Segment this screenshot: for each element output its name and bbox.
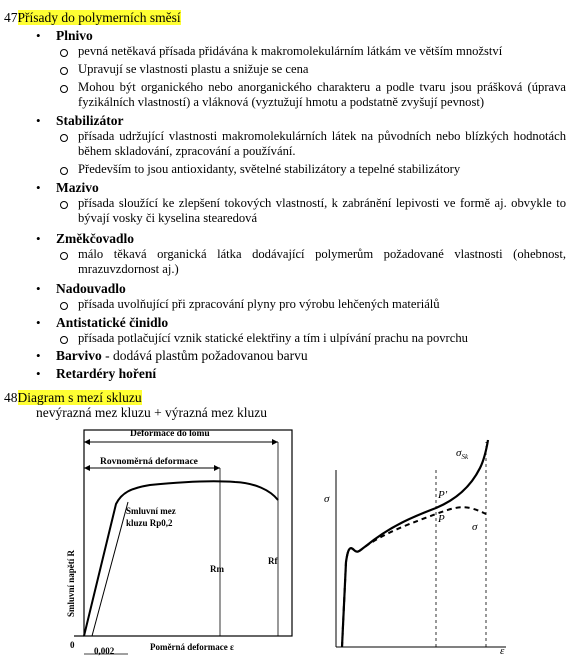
circle-bullet-icon bbox=[60, 252, 68, 260]
sigma-sk-symbol: σ bbox=[456, 447, 462, 459]
p-label: P bbox=[438, 513, 445, 525]
rm-label: Rm bbox=[210, 564, 224, 574]
item-text: pevná netěkavá přísada přidávána k makromolekulárním látkám ve větším množství bbox=[78, 44, 503, 58]
arrowhead-icon bbox=[84, 465, 90, 471]
item-title-plnivo: Plnivo bbox=[56, 28, 93, 43]
section-48-heading bbox=[4, 390, 142, 406]
x-axis-label: ε bbox=[500, 645, 505, 657]
item-text: přísada sloužící ke zlepšení tokových vlastností, k zabránění lepivosti ve formě aj. obvykle to bývají vosky či kyselina stearedová bbox=[78, 196, 566, 225]
item-text: Především to jsou antioxidanty, světelné stabilizátory a tepelné stabilizátory bbox=[78, 162, 461, 176]
item-title-antistaticke: Antistatické činidlo bbox=[56, 315, 169, 330]
item-text: přísada uvolňující při zpracování plyny pro výrobu lehčených materiálů bbox=[78, 297, 440, 311]
item-text: Mohou být organického nebo anorganického charakteru a podle tvaru jsou prášková (úprava fyzikálních vlastností) a vláknová (vyztužují hmotu a podstatně zvyšují pevnost) bbox=[78, 80, 566, 109]
circle-bullet-icon bbox=[60, 49, 68, 57]
offset-label: 0,002 bbox=[94, 646, 115, 656]
smluvni-mez-label-2: kluzu Rp0,2 bbox=[126, 518, 173, 528]
bullet-icon: • bbox=[36, 348, 41, 363]
offset-line bbox=[92, 502, 128, 636]
arrowhead-icon bbox=[214, 465, 220, 471]
deformace-do-lomu-label: Deformace do lomu bbox=[130, 429, 210, 439]
bullet-icon: • bbox=[36, 180, 41, 195]
item-title-nadouvadlo: Nadouvadlo bbox=[56, 281, 126, 296]
item-title-mazivo: Mazivo bbox=[56, 180, 99, 195]
item-title-zmekcovadlo: Změkčovadlo bbox=[56, 231, 135, 246]
bullet-icon: • bbox=[36, 366, 41, 381]
item-title-stabilizator: Stabilizátor bbox=[56, 113, 124, 128]
barvivo-label: Barvivo bbox=[56, 348, 102, 363]
section-47-number: 47 bbox=[4, 10, 18, 25]
x-axis-label: Poměrná deformace ε bbox=[150, 642, 234, 652]
circle-bullet-icon bbox=[60, 67, 68, 75]
rovnomerna-deformace-label: Rovnoměrná deformace bbox=[100, 457, 198, 467]
section-48-title: Diagram s mezí skluzu bbox=[17, 390, 142, 405]
sigma-curve bbox=[342, 507, 486, 647]
arrowhead-icon bbox=[84, 439, 90, 445]
section-48-subtitle: nevýrazná mez kluzu + výrazná mez kluzu bbox=[36, 405, 268, 420]
sigma-label: σ bbox=[472, 521, 478, 533]
origin-label: 0 bbox=[70, 640, 75, 650]
section-48-number: 48 bbox=[4, 390, 18, 405]
circle-bullet-icon bbox=[60, 302, 68, 310]
barvivo-description: - dodává plastům požadovanou barvu bbox=[101, 348, 308, 363]
y-axis-label: Smluvní napětí R bbox=[66, 549, 76, 617]
item-title-barvivo bbox=[56, 348, 308, 364]
item-text: přísada potlačující vznik statické elektřiny a tím i ulpívání prachu na povrchu bbox=[78, 331, 468, 345]
p-prime-label: P' bbox=[438, 489, 448, 501]
sigma-sk-subscript: Sk bbox=[461, 453, 469, 461]
y-axis-label: σ bbox=[324, 493, 330, 505]
sigma-sk-label bbox=[456, 447, 469, 461]
yield-diagram-right bbox=[320, 422, 520, 657]
sigma-sk-curve bbox=[342, 440, 488, 647]
circle-bullet-icon bbox=[60, 167, 68, 175]
section-47-title: Přísady do polymerních směsí bbox=[17, 10, 181, 25]
bullet-icon: • bbox=[36, 28, 41, 43]
circle-bullet-icon bbox=[60, 85, 68, 93]
bullet-icon: • bbox=[36, 315, 41, 330]
bullet-icon: • bbox=[36, 113, 41, 128]
circle-bullet-icon bbox=[60, 201, 68, 209]
circle-bullet-icon bbox=[60, 134, 68, 142]
item-text: přísada udržující vlastnosti makromolekulárních látek na původních nebo blízkých hodnotách během skladování, zpracování a používání. bbox=[78, 129, 566, 158]
bullet-icon: • bbox=[36, 281, 41, 296]
circle-bullet-icon bbox=[60, 336, 68, 344]
rf-label: Rf bbox=[268, 556, 278, 566]
item-text: Upravují se vlastnosti plastu a snižuje se cena bbox=[78, 62, 309, 76]
bullet-icon: • bbox=[36, 231, 41, 246]
stress-strain-diagram-left bbox=[60, 422, 300, 662]
arrowhead-icon bbox=[272, 439, 278, 445]
smluvni-mez-label-1: Smluvní mez bbox=[126, 506, 176, 516]
item-text: málo těkavá organická látka dodávající polymerům požadované vlastnosti (ohebnost, mrazuvzdornost aj.) bbox=[78, 247, 566, 276]
section-47-heading bbox=[4, 10, 181, 26]
item-title-retardery: Retardéry hoření bbox=[56, 366, 157, 381]
